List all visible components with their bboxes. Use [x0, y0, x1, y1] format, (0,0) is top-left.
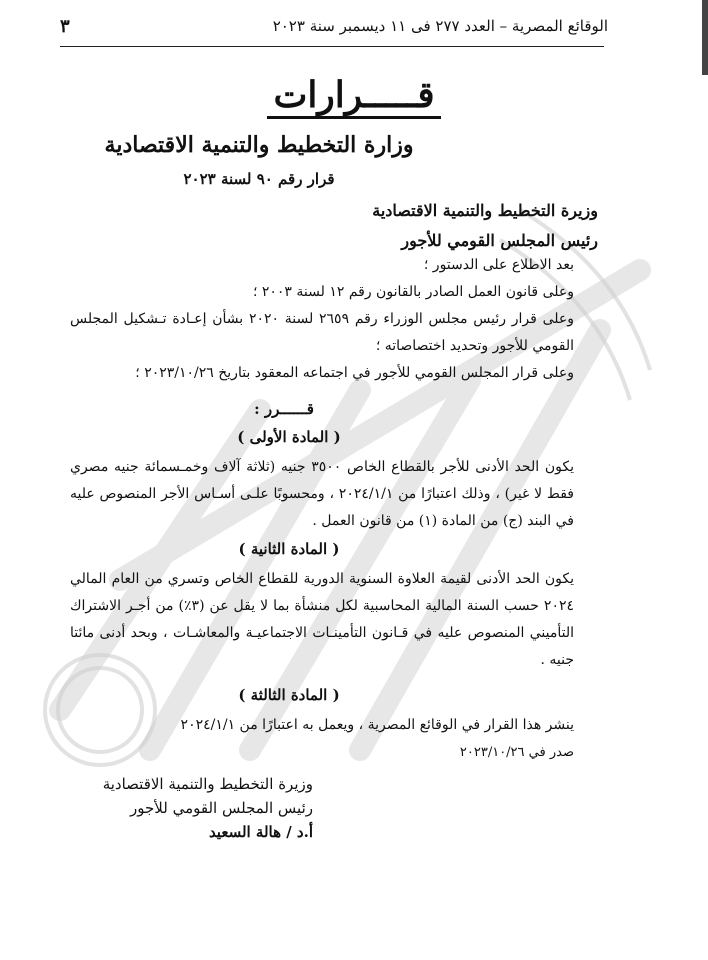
header-title: الوقائع المصرية – العدد ٢٧٧ فى ١١ ديسمبر سنة ٢٠٢٣ — [272, 17, 608, 35]
article-2-label: ( المادة الثانية ) — [238, 540, 340, 558]
preamble-item: وعلى قانون العمل الصادر بالقانون رقم ١٢ لسنة ٢٠٠٣ ؛ — [252, 284, 574, 300]
section-title — [0, 74, 708, 116]
issuer-block — [372, 196, 598, 256]
article-text: ينشر هذا القرار في الوقائع المصرية ، ويعمل به اعتبارًا من ٢٠٢٤/١/١ — [180, 717, 574, 733]
article-3-text — [70, 712, 596, 766]
page-number: ٣ — [60, 15, 70, 37]
article-text: يكون الحد الأدنى للأجر بالقطاع الخاص ٣٥٠٠ جنيه (ثلاثة آلاف وخمـسمائة جنيه مصري فقط لا غير) ، وذلك اعتبارًا من ٢٠٢٤/١/١ ، ومحسوبًا علـى أسـاس الأجر المنصوص عليه في البند (ج) من المادة (١) من قانون العمل . — [70, 459, 574, 529]
article-1-label: ( المادة الأولى ) — [237, 428, 341, 446]
signatory-name: أ.د / هالة السعيد — [208, 823, 313, 841]
header-divider — [60, 46, 604, 47]
decree-number: قرار رقم ٩٠ لسنة ٢٠٢٣ — [183, 170, 335, 188]
ministry-heading: وزارة التخطيط والتنمية الاقتصادية — [104, 132, 414, 158]
preamble — [70, 252, 596, 387]
page-header — [60, 12, 608, 40]
decided-label: قــــــرر : — [254, 400, 314, 418]
article-3-label: ( المادة الثالثة ) — [238, 686, 340, 704]
preamble-item: وعلى قرار المجلس القومي للأجور في اجتماعه المعقود بتاريخ ٢٠٢٣/١٠/٢٦ ؛ — [135, 365, 574, 381]
article-text: يكون الحد الأدنى لقيمة العلاوة السنوية الدورية للقطاع الخاص وتسري من العام المالي ٢٠٢٤ حسب السنة المالية المحاسبية لكل منشأة بما لا يقل عن (٣٪) من أجـر الاشتراك التأميني المنصوص عليه في قـانون التأمينـات الاجتماعيـة والمعاشـات ، وبحد أدنى مائتا جنيه . — [70, 571, 574, 668]
signature-line-1: وزيرة التخطيط والتنمية الاقتصادية — [102, 775, 313, 793]
page-edge-mark — [702, 0, 708, 75]
signature-line-2: رئيس المجلس القومي للأجور — [130, 799, 313, 817]
preamble-item: وعلى قرار رئيس مجلس الوزراء رقم ٢٦٥٩ لسنة ٢٠٢٠ بشأن إعـادة تـشكيل المجلس القومي للأجور وتحديد اختصاصاته ؛ — [70, 311, 574, 354]
article-1-text — [70, 454, 596, 535]
section-title-text: قـــــرارات — [267, 74, 440, 119]
article-2-text — [70, 566, 596, 674]
signature-block — [103, 772, 313, 844]
preamble-item: بعد الاطلاع على الدستور ؛ — [423, 257, 574, 273]
issuer-line-2: رئيس المجلس القومي للأجور — [401, 231, 598, 250]
issuer-line-1: وزيرة التخطيط والتنمية الاقتصادية — [372, 201, 598, 220]
issued-date: صدر في ٢٠٢٣/١٠/٢٦ — [459, 745, 574, 760]
